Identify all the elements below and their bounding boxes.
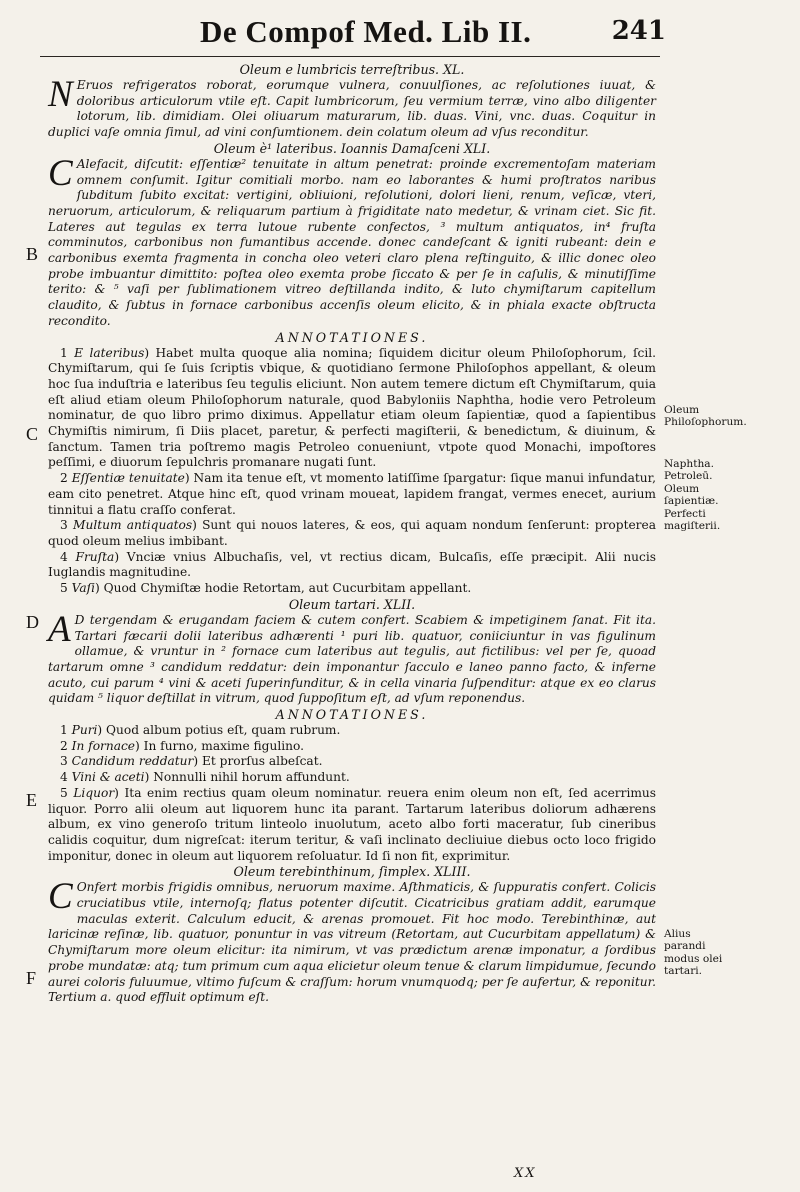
section-heading-40: Oleum e lumbricis terreſtribus. XL.: [239, 62, 465, 77]
annotation-lemma: In fornace: [71, 738, 136, 753]
margin-letter-f: F: [26, 968, 37, 988]
annotation-note: 5 Vaſi) Quod Chymiſtæ hodie Retortam, aut Cucurbitam appellant.: [60, 581, 472, 596]
annotation-note: 5 Liquor) Ita enim rectius quam oleum nominatur. reuera enim oleum non eſt, ſed acerrimus liquor. Porro alii oleum aut liquorem hunc ita parant. Tartarum lateribus doliorum adhærens album, ex vino generoſo tritum linteolo inuolutum, aceto albo forti maceratur, ſub cineribus calidis coquitur, dum nigreſcat: iterum teritur, & vaſi inclinato decliuiue diebus octo loco frigido imponitur, donec in oleum aut liquorem reſoluatur. Id ſi non fit, exprimitur.: [48, 785, 656, 863]
annotation-lemma: Eſſentiæ tenuitate: [71, 471, 185, 486]
annotation-lemma: E lateribus: [74, 345, 145, 360]
annotation-note: 2 Eſſentiæ tenuitate) Nam ita tenue eſt, vt momento latiſſime ſpargatur: ſique manui infundatur, eam cito penetret. Atque hinc eſt, quod vrinam moueat, lapidem frangat, vermes enecet, aurium tinnitui a flatu craſſo conferat.: [48, 471, 656, 517]
section-heading-41: Oleum è¹ lateribus. Ioannis Damaſceni XLI.: [213, 140, 491, 156]
drop-cap: A: [48, 608, 71, 650]
annotation-note: 1 Puri) Quod album potius eſt, quam rubrum.: [60, 723, 341, 738]
annotation-lemma: Vini & aceti: [71, 770, 145, 785]
annotation-lemma: Fruſta: [75, 549, 115, 564]
annotation-lemma: Multum antiquatos: [73, 518, 193, 533]
signature-mark: XX: [514, 1166, 537, 1181]
section-body-43: Onfert morbis frigidis omnibus, neruorum maxime. Aſthmaticis, & ſuppuratis confert. Colicis cruciatibus vtile, internoſq; flatus potenter diſcutit. Cicatricibus gratiam addit, earumque maculas exterit. Calculum educit, & arenas promouet. Fit hoc modo. Terebinthinæ, aut laricinæ reſinæ, lib. quatuor, ponuntur in vas vitreum (Retortam, aut Cucurbitam appellatum) & Chymiſtarum more oleum elicitur: ita nimirum, vt vas prædictum arenæ imponatur, a ſordibus probe mundatæ: atq; tum primum cum aqua elicietur oleum tenue & clarum limpidumue, ſecundo aurei coloris fuluumue, vltimo fuſcum & craſſum: horum vnumquodq; per ſe aufertur, & reponitur. Tertium a. quod effluit optimum eſt.: [48, 880, 656, 1005]
drop-cap: C: [48, 152, 73, 194]
margin-letter-b: B: [26, 244, 39, 264]
section-text-41: [48, 152, 656, 330]
annotation-lemma: Puri: [71, 723, 98, 738]
annotation-note: 3 Candidum reddatur) Et prorſus albeſcat.: [60, 754, 323, 769]
header-rule: [40, 56, 660, 57]
section-body-40: Eruos refrigeratos roborat, eorumque vulnera, conuulſiones, ac reſolutiones iuuat, & doloribus articulorum vtile eſt. Capit lumbricorum, ſeu vermium terræ, vino albo diligenter lotorum, lib. dimidiam. Olei oliuarum maturarum, lib. duas. Vini, vnc. duas. Coquitur in duplici vaſe omnia ſimul, ad vini conſumtionem. dein colatum oleum ad vſus reconditur.: [48, 78, 656, 140]
section-text-43: [48, 876, 656, 1006]
annotations-heading: ANNOTATIONES.: [275, 707, 429, 723]
annotation-note: 1 E lateribus) Habet multa quoque alia nomina; ſiquidem dicitur oleum Philoſophorum, ſcil. Chymiſtarum, qui ſe ſuis ſcriptis vbique, & quotidiano ſermone Philoſophos appellant, & oleum hoc ſua induſtria e lateribus ſeu tegulis eliciunt. Non autem temere dictum eſt Chymiſtarum, quia eſt aliud etiam oleum Philoſophorum naturale, quod Babyloniis Naphtha, hodie vero Petroleum nominatur, de quo libro primo diximus. Appellatur etiam oleum ſapientiæ, quod a ſapientibus Chymiſtis nimirum, ſi Diis placet, paretur, & perfecti magiſterii, & benedictum, & diuinum, & ſanctum. Tamen tria poſtremo magis Petroleo conueniunt, vtpote quod Monachi, impoſtores peſſimi, e diuorum ſepulchris promanare nugati ſunt.: [48, 345, 656, 470]
margin-letter-d: D: [26, 612, 39, 632]
annotation-note: 4 Vini & aceti) Nonnulli nihil horum affundunt.: [60, 770, 350, 785]
section-heading-42: Oleum tartari. XLII.: [288, 596, 416, 612]
margin-letter-c: C: [26, 424, 39, 444]
margin-letter-e: E: [26, 790, 37, 810]
margin-note: Naphtha. Petroleū. Oleum ſapientiæ. Perfecti magiſterii.: [664, 458, 721, 533]
page-number: 241: [611, 16, 666, 46]
section-heading-43: Oleum terebinthinum, ſimplex. XLIII.: [233, 864, 471, 880]
section-body-41: Alefacit, diſcutit: eſſentiæ² tenuitate in altum penetrat: proinde excrementoſam materiam omnem conſumit. Igitur comitiali morbo. nam eo laborantes & humi proſtratos naribus ſubditum ſubito excitat: vertigini, obliuioni, reſolutioni, dolori lieni, renum, veſicæ, vteri, neruorum, articulorum, & reliquarum partium à frigiditate nato medetur, & vrinam ciet. Sic fit. Lateres aut tegulas ex terra lutoue rubente confectos, ³ multum antiquatos, in⁴ fruſta comminutos, carbonibus non fumantibus accende. donec candeſcant & igniti rubeant: dein e carbonibus exemta fragmenta in concha oleo veteri claro plena reſtinguito, & illic donec oleo probe imbuantur dimittito: poſtea oleo exemta probe ſiccato & per ſe in caſulis, & minutiſſime terito: & ⁵ vaſi per ſublimationem vitreo deſtillanda indito, & luto chymiſtarum capitellum claudito, & ſubtus in fornace carbonibus accenſis oleum elicito, & in phiala exacte obſtructa recondito.: [48, 156, 656, 328]
annotation-note: 3 Multum antiquatos) Sunt qui nouos lateres, & eos, qui aquam nondum ſenſerunt: propterea quod oleum melius imbibant.: [48, 518, 656, 548]
annotation-lemma: Vaſi: [71, 581, 95, 596]
drop-cap: N: [48, 74, 73, 115]
drop-cap: C: [48, 876, 73, 918]
running-title: De Compof Med. Lib II.: [200, 14, 532, 49]
section-text-40: [48, 74, 656, 141]
annotations-heading: ANNOTATIONES.: [275, 329, 429, 345]
main-text-column: [48, 62, 656, 1006]
section-text-42: [48, 608, 656, 707]
margin-note: Oleum Philoſophorum.: [664, 404, 747, 429]
annotation-lemma: Candidum reddatur: [71, 754, 194, 769]
annotation-note: 4 Fruſta) Vnciæ vnius Albuchaſis, vel, vt rectius dicam, Bulcaſis, eſſe præcipit. Alii nucis Iuglandis magnitudine.: [48, 549, 656, 580]
running-head: [200, 14, 666, 54]
annotation-note: 2 In fornace) In furno, maxime figulino.: [60, 738, 304, 753]
section-body-42: D tergendam & erugandam faciem & cutem confert. Scabiem & impetiginem ſanat. Fit ita. Tartari fæcarii dolii lateribus adhærenti ¹ puri lib. quatuor, coniiciuntur in vas figulinum ollamue, & vruntur in ² fornace cum lateribus aut tegulis, aut fictilibus: vel per ſe, quoad tartarum omne ³ candidum reddatur: dein imponantur ſacculo e laneo panno facto, & inferne acuto, cui parum ⁴ vini & aceti ſuperinfunditur, & in cella vinaria ſuſpenditur: atque ex eo clarus quidam ⁵ liquor deſtillat in vitrum, quod ſuppoſitum eſt, ad vſum reponendus.: [48, 612, 656, 706]
annotation-lemma: Liquor: [73, 785, 115, 800]
margin-note: Alius parandi modus olei tartari.: [664, 928, 723, 978]
